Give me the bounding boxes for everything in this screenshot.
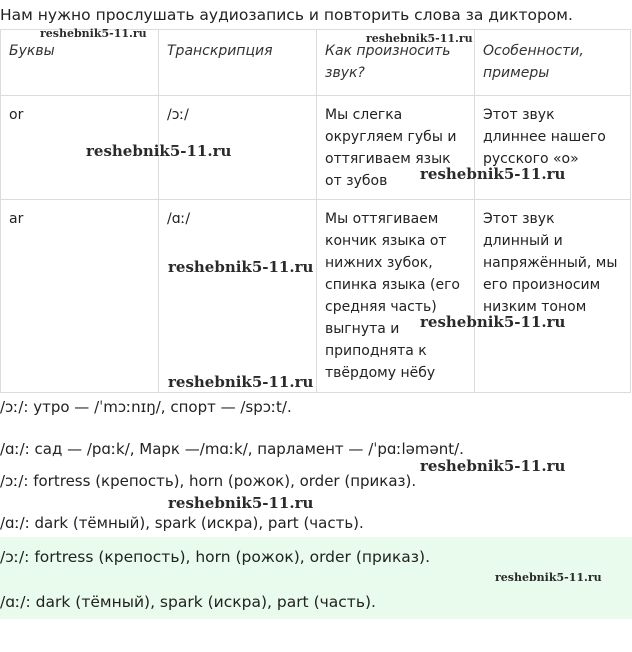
watermark: reshebnik5-11.ru <box>366 32 473 45</box>
watermark: reshebnik5-11.ru <box>168 494 314 512</box>
cell-transcription: /ɔː/ <box>159 96 317 200</box>
answer-line: /ɔː/: fortress (крепость), horn (рожок), order (приказ). <box>0 548 431 566</box>
example-line: /ɔː/: утро — /ˈmɔːnɪŋ/, спорт — /spɔːt/. <box>0 398 292 416</box>
watermark: reshebnik5-11.ru <box>40 27 147 40</box>
answer-line: /ɑː/: dark (тёмный), spark (искра), part (часть). <box>0 593 376 611</box>
header-pronunciation: Как произносить звук? <box>317 30 475 96</box>
header-features: Особенности, примеры <box>475 30 631 96</box>
cell-features: Этот звук длиннее нашего русского «о» <box>475 96 631 200</box>
table-row <box>1 200 631 393</box>
watermark: reshebnik5-11.ru <box>86 142 232 160</box>
cell-features: Этот звук длинный и напряжённый, мы его произносим низким тоном <box>475 200 631 393</box>
phonetics-table <box>0 29 631 393</box>
watermark: reshebnik5-11.ru <box>420 313 566 331</box>
cell-pronunciation: Мы слегка округляем губы и оттягиваем язык от зубов <box>317 96 475 200</box>
watermark: reshebnik5-11.ru <box>168 373 314 391</box>
watermark: reshebnik5-11.ru <box>168 258 314 276</box>
watermark: reshebnik5-11.ru <box>495 571 602 584</box>
watermark: reshebnik5-11.ru <box>420 457 566 475</box>
example-line: /ɔː/: fortress (крепость), horn (рожок), order (приказ). <box>0 472 417 490</box>
example-line: /ɑː/: сад — /pɑːk/, Марк —/mɑːk/, парламент — /ˈpɑːləmənt/. <box>0 440 464 458</box>
cell-letters: or <box>1 96 159 200</box>
example-line: /ɑː/: dark (тёмный), spark (искра), part (часть). <box>0 514 364 532</box>
header-letters: Буквы <box>1 30 159 96</box>
cell-transcription: /ɑː/ <box>159 200 317 393</box>
header-transcription: Транскрипция <box>159 30 317 96</box>
task-instruction: Нам нужно прослушать аудиозапись и повторить слова за диктором. <box>0 6 573 24</box>
cell-letters: ar <box>1 200 159 393</box>
watermark: reshebnik5-11.ru <box>420 165 566 183</box>
cell-pronunciation: Мы оттягиваем кончик языка от нижних зубок, спинка языка (его средняя часть) выгнута и приподнята к твёрдому нёбу <box>317 200 475 393</box>
